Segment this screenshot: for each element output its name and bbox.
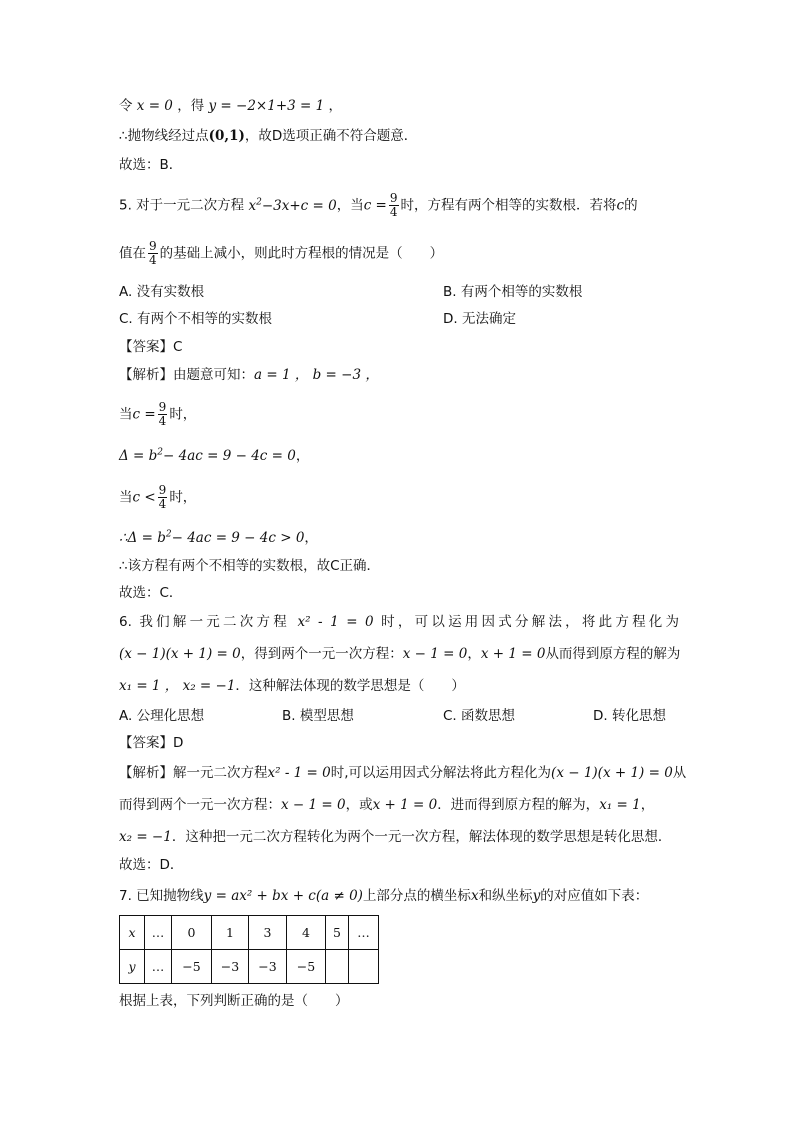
math-expression: y = ax² + bx + c(a ≠ 0) bbox=[203, 888, 363, 904]
text: 时， bbox=[169, 406, 197, 423]
q5-answer: 【答案】C bbox=[119, 339, 183, 355]
math-expression: x = 0 bbox=[136, 98, 173, 114]
q5-analysis-line-7: 故选：C． bbox=[119, 585, 183, 601]
fraction: $\frac{9}{4}$ bbox=[158, 400, 167, 428]
fraction: $\frac{9}{4}$ bbox=[158, 483, 167, 511]
table-cell: … bbox=[145, 950, 172, 984]
math-expression: (x − 1)(x + 1) = 0 bbox=[119, 646, 241, 662]
q5-stem-line-2 bbox=[119, 240, 443, 267]
q5-analysis-line-5 bbox=[119, 528, 318, 548]
text: 值在 bbox=[119, 245, 146, 262]
q5-analysis-line-3 bbox=[119, 446, 309, 466]
text: ∴抛物线经过点 bbox=[119, 128, 209, 144]
justified-row bbox=[119, 612, 679, 632]
math-expression: $\Delta = b^2- 4ac = 9 - 4c = 0$ bbox=[119, 447, 296, 464]
text: ， bbox=[640, 797, 655, 813]
q6-analysis-line-2 bbox=[119, 795, 654, 815]
table-cell: −5 bbox=[172, 950, 212, 984]
text: 当 bbox=[119, 489, 133, 506]
text: 故选：B． bbox=[119, 157, 183, 173]
text: 上部分点的横坐标 bbox=[362, 888, 471, 904]
fraction: $\frac{9}{4}$ bbox=[389, 191, 398, 219]
math-expression: x₂ = −1 bbox=[119, 829, 172, 845]
table-cell: 5 bbox=[326, 916, 349, 950]
math-expression: x₁ = 1 bbox=[599, 797, 641, 813]
text: 6. 我们解一元二次方程 bbox=[119, 614, 290, 630]
math-expression: x² - 1 = 0 bbox=[297, 614, 374, 630]
text: 令 bbox=[119, 98, 133, 114]
text: ，或 bbox=[345, 797, 373, 813]
q5-option-c: C. 有两个不相等的实数根 bbox=[119, 311, 273, 327]
table-cell: 1 bbox=[212, 916, 249, 950]
q6-option-d: D. 转化思想 bbox=[593, 708, 666, 724]
q7-after-table: 根据上表，下列判断正确的是（ ） bbox=[119, 993, 349, 1009]
text: 而得到两个一元一次方程： bbox=[119, 797, 281, 813]
table-cell: … bbox=[349, 916, 379, 950]
table-cell: −3 bbox=[249, 950, 287, 984]
math-expression: c = bbox=[363, 197, 387, 214]
q6-analysis-line-1 bbox=[119, 763, 686, 783]
text: ，故D选项正确不符合题意． bbox=[244, 128, 418, 144]
q6-analysis-line-3 bbox=[119, 827, 671, 847]
text: 时， bbox=[169, 489, 197, 506]
q6-analysis-line-4: 故选：D． bbox=[119, 857, 184, 873]
text: 时，方程有两个相等的实数根．若将 bbox=[400, 197, 617, 214]
solution-line-1 bbox=[119, 96, 342, 116]
math-expression: x₁ = 1 ， x₂ = −1 bbox=[119, 678, 236, 694]
q6-option-a: A. 公理化思想 bbox=[119, 708, 205, 724]
text: 从 bbox=[672, 765, 687, 781]
table-row bbox=[120, 916, 379, 950]
q7-stem bbox=[119, 886, 648, 906]
table-cell: 4 bbox=[287, 916, 326, 950]
q5-stem-line-1 bbox=[119, 192, 638, 219]
math-expression: x − 1 = 0 bbox=[281, 797, 346, 813]
math-variable: x bbox=[470, 888, 479, 904]
math-expression: (x − 1)(x + 1) = 0 bbox=[551, 765, 673, 781]
q5-analysis-line-2 bbox=[119, 401, 196, 428]
q6-stem-line-3 bbox=[119, 676, 465, 696]
q6-stem-line-1 bbox=[119, 612, 679, 632]
text: 5. 对于一元二次方程 bbox=[119, 197, 245, 214]
math-expression: $x^2-3x+c = 0$ bbox=[248, 197, 337, 214]
text: 时,可以运用因式分解法将此方程化为 bbox=[330, 765, 552, 781]
text: ，当 bbox=[336, 197, 364, 214]
text: 的 bbox=[624, 197, 638, 214]
fraction: $\frac{9}{4}$ bbox=[149, 239, 157, 267]
q6-answer: 【答案】D bbox=[119, 735, 184, 751]
text: ， bbox=[328, 98, 343, 114]
q6-stem-line-2 bbox=[119, 644, 680, 664]
q5-analysis-line-4 bbox=[119, 484, 196, 511]
text: 解一元二次方程 bbox=[173, 765, 268, 781]
table-row bbox=[120, 950, 379, 984]
analysis-label: 【解析】 bbox=[119, 765, 173, 781]
q5-analysis-line-1 bbox=[119, 365, 379, 385]
text: ．进而得到原方程的解为， bbox=[437, 797, 600, 813]
text: 和纵坐标 bbox=[478, 888, 533, 904]
table-cell: y bbox=[120, 950, 145, 984]
table-cell: … bbox=[145, 916, 172, 950]
math-variable: c bbox=[616, 197, 625, 214]
math-expression: ∴Δ = $b^2- 4ac = 9 - 4c > 0$ bbox=[119, 529, 305, 546]
text: 7. 已知抛物线 bbox=[119, 888, 204, 904]
table-cell: x bbox=[120, 916, 145, 950]
math-expression: x − 1 = 0 bbox=[402, 646, 468, 662]
math-expression: c < bbox=[132, 489, 156, 506]
text: ，得到两个一元一次方程： bbox=[240, 646, 403, 662]
math-expression: c = bbox=[132, 406, 156, 423]
q5-option-d: D. 无法确定 bbox=[443, 311, 516, 327]
text: ．这种解法体现的数学思想是（ ） bbox=[235, 678, 465, 694]
q5-option-a: A. 没有实数根 bbox=[119, 284, 205, 300]
text: ， bbox=[295, 448, 310, 464]
text: ， bbox=[467, 646, 481, 662]
text: 从而得到原方程的解为 bbox=[545, 646, 681, 662]
text: 时，可以运用因式分解法，将此方程化为 bbox=[381, 614, 680, 630]
table-cell: −3 bbox=[212, 950, 249, 984]
text: 的基础上减小，则此时方程根的情况是（ ） bbox=[159, 245, 444, 262]
text: ．这种把一元二次方程转化为两个一元一次方程，解法体现的数学思想是转化思想． bbox=[171, 829, 672, 845]
table-cell bbox=[326, 950, 349, 984]
math-expression: x² - 1 = 0 bbox=[267, 765, 331, 781]
q6-option-c: C. 函数思想 bbox=[443, 708, 516, 724]
math-expression: x + 1 = 0 bbox=[480, 646, 546, 662]
text: ， bbox=[304, 530, 318, 546]
q5-option-b: B. 有两个相等的实数根 bbox=[443, 284, 583, 300]
text: ，得 bbox=[177, 98, 205, 114]
value-table bbox=[119, 915, 379, 984]
table-cell: −5 bbox=[287, 950, 326, 984]
math-expression: x + 1 = 0 bbox=[372, 797, 438, 813]
solution-line-2 bbox=[119, 126, 417, 146]
math-variable: y bbox=[532, 888, 541, 904]
table-cell: 3 bbox=[249, 916, 287, 950]
analysis-label: 【解析】 bbox=[119, 367, 173, 383]
math-expression: a = 1 ， b = −3 ， bbox=[254, 367, 379, 383]
text: 由题意可知： bbox=[173, 367, 254, 383]
solution-line-3 bbox=[119, 155, 182, 175]
q5-analysis-line-6: ∴该方程有两个不相等的实数根，故C正确． bbox=[119, 558, 381, 574]
table-cell bbox=[349, 950, 379, 984]
math-point: (0,1) bbox=[208, 128, 245, 144]
math-expression: y = −2×1+3 = 1 bbox=[208, 98, 325, 114]
text: 的对应值如下表： bbox=[540, 888, 649, 904]
table-cell: 0 bbox=[172, 916, 212, 950]
q6-option-b: B. 模型思想 bbox=[282, 708, 354, 724]
text: 当 bbox=[119, 406, 133, 423]
